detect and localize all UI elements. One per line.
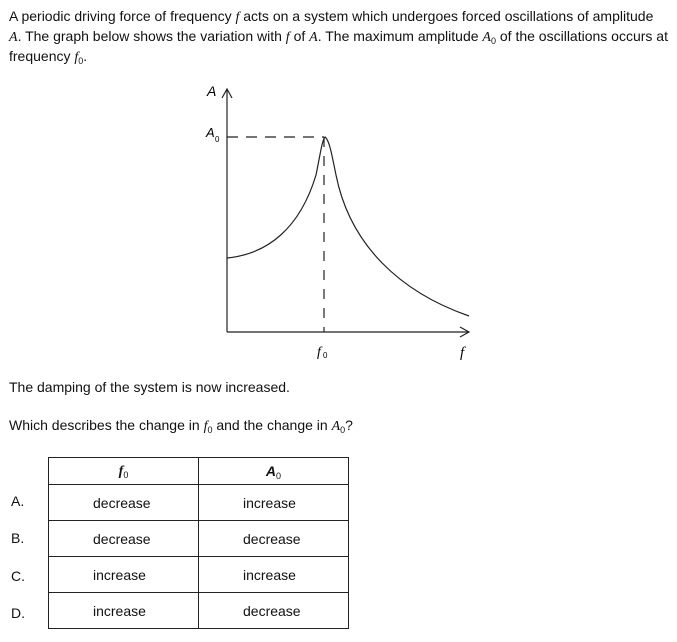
option-letter-b[interactable]: B.	[11, 530, 25, 546]
option-a-f0: decrease	[49, 485, 199, 521]
resonant-frequency-subscript: 0	[323, 351, 328, 360]
resonant-frequency-label: f	[317, 345, 321, 360]
question-prompt: Which describes the change in $f_0$ and the change in $A_0$?	[9, 417, 353, 435]
table-header-row	[49, 458, 349, 485]
option-a-A0: increase	[199, 485, 349, 521]
resonance-curve	[227, 137, 469, 316]
header-f0: $f_0$	[49, 458, 199, 485]
option-row-b[interactable]	[49, 521, 349, 557]
peak-amplitude-subscript: 0	[215, 135, 220, 144]
damping-statement: The damping of the system is now increased.	[9, 379, 290, 395]
y-axis-label: A	[207, 83, 217, 99]
header-A0: $A_0$	[199, 458, 349, 485]
option-letter-a[interactable]: A.	[11, 493, 25, 509]
option-letter-d[interactable]: D.	[11, 605, 25, 621]
option-d-A0: decrease	[199, 593, 349, 629]
answer-options-table	[48, 457, 349, 629]
option-c-f0: increase	[49, 557, 199, 593]
option-row-a[interactable]	[49, 485, 349, 521]
peak-amplitude-label: A	[206, 125, 215, 140]
option-row-c[interactable]	[49, 557, 349, 593]
option-b-f0: decrease	[49, 521, 199, 557]
option-d-f0: increase	[49, 593, 199, 629]
option-c-A0: increase	[199, 557, 349, 593]
x-axis-label: f	[460, 345, 465, 361]
question-intro: A periodic driving force of frequency f acts on a system which undergoes forced oscillations of amplitude A. The graph below shows the variation with f of A. The maximum amplitude $A_0$ of the oscillations occurs at frequency $f_0$.	[9, 8, 668, 66]
option-b-A0: decrease	[199, 521, 349, 557]
option-row-d[interactable]	[49, 593, 349, 629]
option-letter-c[interactable]: C.	[11, 568, 25, 584]
